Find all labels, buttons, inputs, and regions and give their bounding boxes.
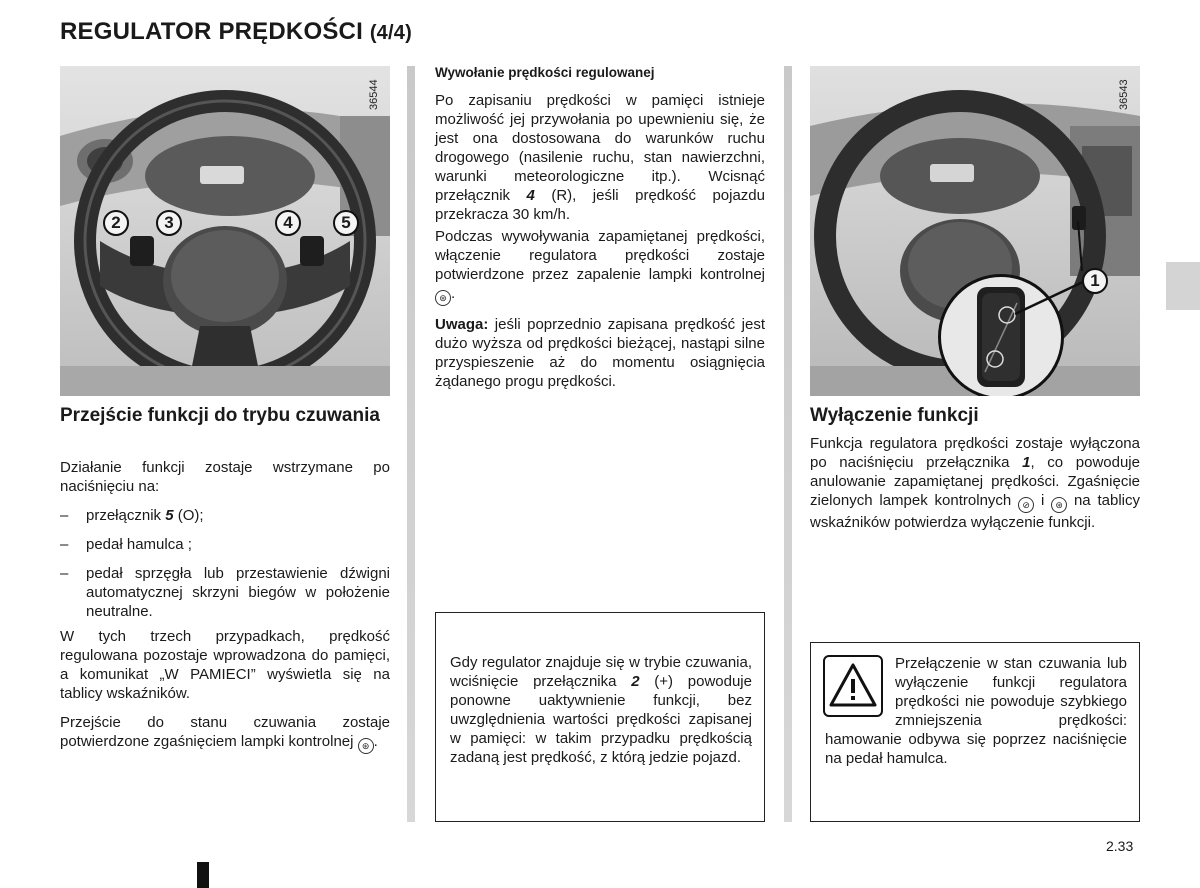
middle-para2-text: Podczas wywoływania zapamiętanej prędkości, włączenie regulatora prędkości zostaje potwierdzone przez zapalenie lampki kontrolnej	[435, 228, 765, 283]
note-label: Uwaga:	[435, 316, 489, 333]
list-dash: –	[60, 565, 69, 582]
left-list	[60, 506, 390, 621]
list-text-before: pedał hamulca ;	[86, 536, 192, 553]
middle-para1	[435, 91, 765, 224]
title-suffix: (4/4)	[369, 22, 412, 44]
cruise-control-lamp-icon: ⊛	[358, 738, 374, 754]
print-mark	[197, 862, 209, 888]
middle-para1-a: Po zapisaniu prędkości w pamięci istnieje możliwość jej przywołania po upewnieniu się, że jest ona dostosowana do warunków ruchu drogowego (nasilenie ruchu, stan nawierzchni, warunki meteorologiczne itp.). Wcisnąć przełącznik	[435, 92, 765, 204]
list-dash: –	[60, 536, 69, 553]
list-text-before: przełącznik	[86, 507, 166, 524]
info-box	[435, 612, 765, 822]
middle-note	[435, 315, 765, 391]
left-para2-end: .	[373, 733, 378, 750]
middle-para2	[435, 227, 765, 306]
cruise-control-lamp-icon: ⊛	[435, 290, 451, 306]
list-item	[60, 535, 390, 554]
right-heading: Wyłączenie funkcji	[810, 405, 979, 426]
info-box-bold: 2	[631, 673, 640, 690]
chapter-tab	[1166, 262, 1200, 310]
steering-wheel-photo-left	[60, 66, 390, 396]
warning-float-spacer	[825, 654, 895, 712]
list-dash: –	[60, 507, 69, 524]
list-item	[60, 506, 390, 525]
page-number: 2.33	[1106, 838, 1134, 854]
figure-number: 36544	[368, 79, 380, 110]
warning-box	[810, 642, 1140, 822]
right-para-d: na tablicy wskaźników potwierdza wyłączenie funkcji.	[810, 492, 1140, 531]
callout-line	[810, 66, 1140, 396]
figure-number: 36543	[1118, 79, 1130, 110]
warning-text-content: Przełączenie w stan czuwania lub wyłączenie funkcji regulatora prędkości nie powoduje szybkiego zmniejszenia prędkości: hamowanie odbywa się poprzez naciśnięcie na pedał hamulca.	[825, 655, 1127, 767]
left-para1: W tych trzech przypadkach, prędkość regulowana pozostaje wprowadzona do pamięci, a komunikat „W PAMIECI” wyświetla się na tablicy wskaźników.	[60, 628, 390, 702]
speed-limiter-lamp-icon: ⊘	[1018, 497, 1034, 513]
warning-text	[825, 654, 1127, 768]
right-para-bold: 1	[1022, 454, 1031, 471]
right-para-b: , co powoduje anulowanie zapamiętanej prędkości. Zgaśnięcie zielonych lampek kontrolnych	[810, 454, 1140, 509]
callout-1: 1	[1082, 268, 1108, 294]
cruise-control-lamp-icon: ⊛	[1051, 497, 1067, 513]
list-item	[60, 564, 390, 621]
title-text: REGULATOR PRĘDKOŚCI	[60, 18, 363, 45]
right-para	[810, 434, 1140, 532]
callout-2: 2	[103, 210, 129, 236]
callout-4: 4	[275, 210, 301, 236]
info-box-a: Gdy regulator znajduje się w trybie czuwania, wciśnięcie przełącznika	[450, 654, 752, 690]
column-separator	[784, 66, 792, 822]
column-separator	[407, 66, 415, 822]
steering-wheel-photo-right	[810, 66, 1140, 396]
right-para-c: i	[1034, 492, 1052, 509]
list-text-bold: 5	[165, 507, 174, 524]
left-para2	[60, 713, 390, 754]
left-heading: Przejście funkcji do trybu czuwania	[60, 405, 380, 426]
note-text: jeśli poprzednio zapisana prędkość jest dużo wyższa od prędkości bieżącej, nastąpi silne przyspieszenie aż do momentu osiągnięcia żądanego progu prędkości.	[435, 316, 765, 390]
middle-heading: Wywołanie prędkości regulowanej	[435, 65, 655, 80]
middle-para1-bold: 4	[526, 187, 535, 204]
middle-para1-b: (R), jeśli prędkość pojazdu przekracza 30 km/h.	[435, 187, 765, 223]
middle-para2-end: .	[451, 285, 456, 302]
left-para2-text: Przejście do stanu czuwania zostaje potwierdzone zgaśnięciem lampki kontrolnej	[60, 714, 390, 750]
list-text	[86, 506, 204, 525]
left-intro: Działanie funkcji zostaje wstrzymane po naciśnięciu na:	[60, 459, 390, 495]
callout-5: 5	[333, 210, 359, 236]
list-text-after: (O);	[173, 507, 204, 524]
callout-3: 3	[156, 210, 182, 236]
page-title	[60, 18, 412, 46]
info-box-b: (+) powoduje ponowne uaktywnienie funkcji, bez uwzględnienia wartości prędkości zapisanej w pamięci: w takim przypadku prędkością zadaną jest prędkość, z którą jedzie pojazd.	[450, 673, 752, 766]
list-text-before: pedał sprzęgła lub przestawienie dźwigni automatycznej skrzyni biegów w położenie neutralne.	[86, 565, 390, 620]
right-para-a: Funkcja regulatora prędkości zostaje wyłączona po naciśnięciu przełącznika	[810, 435, 1140, 471]
info-box-text	[450, 653, 752, 767]
